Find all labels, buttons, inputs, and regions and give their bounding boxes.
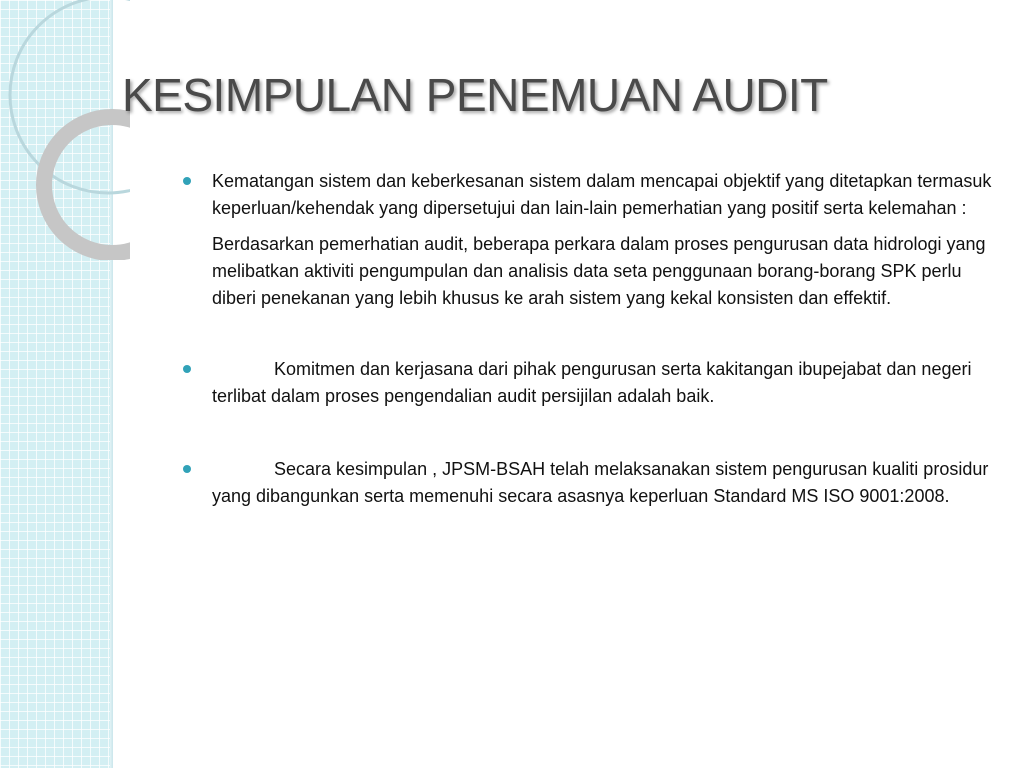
bullet-dot-icon [183, 365, 191, 373]
slide-title: KESIMPULAN PENEMUAN AUDIT [122, 69, 828, 121]
bullet-dot-icon [183, 465, 191, 473]
bullet-list [180, 168, 1000, 510]
bullet-item-3 [180, 456, 1000, 510]
bullet-dot-icon [183, 177, 191, 185]
side-band-edge [110, 0, 113, 768]
bullet-item-2 [180, 356, 1000, 410]
bullet-item-1 [180, 168, 1000, 312]
bullet-text-1: Kematangan sistem dan keberkesanan sistem dalam mencapai objektif yang ditetapkan termasuk keperluan/kehendak yang dipersetujui dan lain-lain pemerhatian yang positif serta kelemahan : [212, 171, 992, 218]
bullet-text-3: Secara kesimpulan , JPSM-BSAH telah melaksanakan sistem pengurusan kualiti prosidur yang dibangunkan serta memenuhi secara asasnya keperluan Standard MS ISO 9001:2008. [212, 459, 989, 506]
bullet-subtext-1: Berdasarkan pemerhatian audit, beberapa perkara dalam proses pengurusan data hidrologi yang melibatkan aktiviti pengumpulan dan analisis data seta penggunaan borang-borang SPK perlu diberi penekanan yang lebih khusus ke arah sistem yang kekal konsisten dan effektif. [212, 234, 986, 308]
side-pattern-band [0, 0, 113, 768]
bullet-text-2: Komitmen dan kerjasana dari pihak pengurusan serta kakitangan ibupejabat dan negeri terlibat dalam proses pengendalian audit persijilan adalah baik. [212, 359, 972, 406]
